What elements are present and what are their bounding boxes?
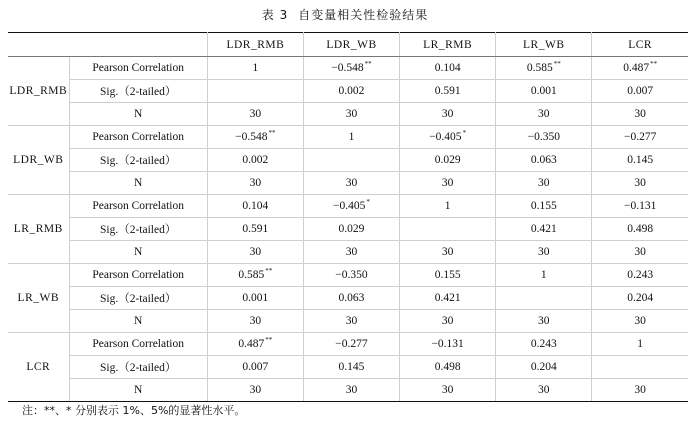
sig-cell: 0.063 (496, 149, 592, 172)
stat-label: Pearson Correlation (69, 333, 207, 356)
stat-label: Sig.（2-tailed） (69, 80, 207, 103)
pearson-value: 0.585 (238, 269, 265, 281)
significance-stars: ** (553, 60, 561, 68)
n-cell: 30 (592, 103, 688, 126)
n-cell: 30 (207, 241, 303, 264)
table-row (8, 103, 688, 126)
pearson-value: 0.487 (238, 338, 265, 350)
pearson-value: 0.155 (434, 269, 461, 281)
table-note: 注：**、* 分别表示 1%、5%的显著性水平。 (22, 404, 246, 417)
pearson-value: −0.131 (623, 200, 657, 212)
table-row (8, 149, 688, 172)
pearson-cell (400, 57, 496, 80)
table-row (8, 172, 688, 195)
header-row (8, 33, 688, 57)
table-row (8, 195, 688, 218)
pearson-value: 1 (348, 131, 355, 143)
n-cell: 30 (400, 379, 496, 402)
pearson-value: 0.155 (530, 200, 557, 212)
stat-label: Pearson Correlation (69, 126, 207, 149)
pearson-cell (303, 57, 399, 80)
column-header: LR_RMB (400, 33, 496, 57)
table-row (8, 287, 688, 310)
sig-cell: 0.591 (207, 218, 303, 241)
sig-cell: 0.591 (400, 80, 496, 103)
row-variable-label: LDR_WB (8, 126, 69, 195)
sig-cell: 0.145 (592, 149, 688, 172)
table-row (8, 218, 688, 241)
stat-label: N (69, 241, 207, 264)
n-cell: 30 (207, 103, 303, 126)
n-cell: 30 (303, 172, 399, 195)
n-cell: 30 (592, 379, 688, 402)
column-header: LDR_WB (303, 33, 399, 57)
n-cell: 30 (592, 310, 688, 333)
sig-cell: 0.007 (207, 356, 303, 379)
pearson-value: −0.277 (623, 131, 657, 143)
n-cell: 30 (400, 310, 496, 333)
table-row (8, 241, 688, 264)
row-variable-label: LDR_RMB (8, 57, 69, 126)
pearson-value: −0.131 (431, 338, 464, 350)
table-row (8, 333, 688, 356)
stat-label: Pearson Correlation (69, 57, 207, 80)
pearson-cell (592, 57, 688, 80)
pearson-cell (303, 333, 399, 356)
stat-label: N (69, 172, 207, 195)
stat-label: Sig.（2-tailed） (69, 356, 207, 379)
stat-label: N (69, 379, 207, 402)
pearson-cell (592, 333, 688, 356)
pearson-value: 1 (252, 62, 259, 74)
table-title: 自变量相关性检验结果 (298, 8, 429, 22)
column-header: LCR (592, 33, 688, 57)
n-cell: 30 (303, 241, 399, 264)
table-row (8, 264, 688, 287)
pearson-cell (592, 264, 688, 287)
pearson-value: −0.405 (333, 200, 366, 212)
n-cell: 30 (400, 241, 496, 264)
sig-cell: 0.204 (592, 287, 688, 310)
significance-stars: ** (265, 267, 273, 275)
pearson-cell (592, 195, 688, 218)
n-cell: 30 (303, 379, 399, 402)
n-cell: 30 (496, 379, 592, 402)
table-row (8, 356, 688, 379)
pearson-value: −0.548 (331, 62, 364, 74)
n-cell: 30 (400, 103, 496, 126)
pearson-value: −0.277 (335, 338, 368, 350)
pearson-value: −0.350 (527, 131, 560, 143)
significance-stars: ** (268, 129, 276, 137)
pearson-cell (400, 195, 496, 218)
sig-cell: 0.063 (303, 287, 399, 310)
n-cell: 30 (207, 379, 303, 402)
pearson-cell (496, 126, 592, 149)
n-cell: 30 (592, 241, 688, 264)
n-cell: 30 (496, 241, 592, 264)
stat-label: Sig.（2-tailed） (69, 218, 207, 241)
n-cell: 30 (592, 172, 688, 195)
n-cell: 30 (496, 172, 592, 195)
pearson-cell (400, 126, 496, 149)
table-row (8, 379, 688, 402)
sig-cell: 0.145 (303, 356, 399, 379)
header-corner (8, 33, 207, 57)
pearson-cell (207, 195, 303, 218)
stat-label: Pearson Correlation (69, 264, 207, 287)
correlation-table (8, 32, 688, 402)
pearson-cell (592, 126, 688, 149)
pearson-value: 0.487 (623, 62, 650, 74)
pearson-cell (207, 264, 303, 287)
n-cell: 30 (207, 172, 303, 195)
n-cell: 30 (496, 310, 592, 333)
row-variable-label: LCR (8, 333, 69, 402)
pearson-cell (303, 195, 399, 218)
table-number: 表 3 (261, 8, 289, 22)
table-body (8, 57, 688, 402)
sig-cell: 0.421 (496, 218, 592, 241)
pearson-cell (400, 264, 496, 287)
pearson-cell (207, 126, 303, 149)
significance-stars: * (462, 129, 467, 137)
table-caption (0, 6, 690, 23)
pearson-cell (496, 195, 592, 218)
sig-cell (400, 218, 496, 241)
significance-stars: ** (650, 60, 658, 68)
sig-cell (303, 149, 399, 172)
significance-stars: * (366, 198, 370, 206)
n-cell: 30 (207, 310, 303, 333)
sig-cell: 0.002 (303, 80, 399, 103)
n-cell: 30 (496, 103, 592, 126)
pearson-value: 0.243 (530, 338, 557, 350)
sig-cell: 0.001 (496, 80, 592, 103)
significance-stars: ** (364, 60, 372, 68)
stat-label: Sig.（2-tailed） (69, 149, 207, 172)
table-row (8, 126, 688, 149)
sig-cell: 0.029 (303, 218, 399, 241)
row-variable-label: LR_RMB (8, 195, 69, 264)
pearson-cell (400, 333, 496, 356)
pearson-cell (303, 126, 399, 149)
n-cell: 30 (303, 103, 399, 126)
column-header: LR_WB (496, 33, 592, 57)
pearson-cell (207, 333, 303, 356)
pearson-value: 0.104 (434, 62, 461, 74)
sig-cell (592, 356, 688, 379)
sig-cell: 0.002 (207, 149, 303, 172)
stat-label: Sig.（2-tailed） (69, 287, 207, 310)
pearson-cell (496, 333, 592, 356)
sig-cell: 0.001 (207, 287, 303, 310)
stat-label: N (69, 310, 207, 333)
stat-label: N (69, 103, 207, 126)
pearson-value: 0.585 (526, 62, 553, 74)
pearson-value: 0.243 (627, 269, 654, 281)
pearson-value: 1 (540, 269, 547, 281)
n-cell: 30 (303, 310, 399, 333)
table-row (8, 310, 688, 333)
pearson-value: 0.104 (242, 200, 269, 212)
row-variable-label: LR_WB (8, 264, 69, 333)
sig-cell: 0.421 (400, 287, 496, 310)
pearson-value: −0.405 (429, 131, 462, 143)
sig-cell: 0.029 (400, 149, 496, 172)
pearson-value: 1 (444, 200, 451, 212)
sig-cell (496, 287, 592, 310)
sig-cell: 0.498 (400, 356, 496, 379)
n-cell: 30 (400, 172, 496, 195)
pearson-cell (496, 264, 592, 287)
significance-stars: ** (265, 336, 273, 344)
table-row (8, 57, 688, 80)
sig-cell: 0.204 (496, 356, 592, 379)
pearson-cell (496, 57, 592, 80)
pearson-value: 1 (637, 338, 644, 350)
pearson-cell (207, 57, 303, 80)
stat-label: Pearson Correlation (69, 195, 207, 218)
sig-cell: 0.007 (592, 80, 688, 103)
sig-cell: 0.498 (592, 218, 688, 241)
pearson-value: −0.350 (335, 269, 368, 281)
pearson-value: −0.548 (235, 131, 268, 143)
column-header: LDR_RMB (207, 33, 303, 57)
sig-cell (207, 80, 303, 103)
table-row (8, 80, 688, 103)
pearson-cell (303, 264, 399, 287)
